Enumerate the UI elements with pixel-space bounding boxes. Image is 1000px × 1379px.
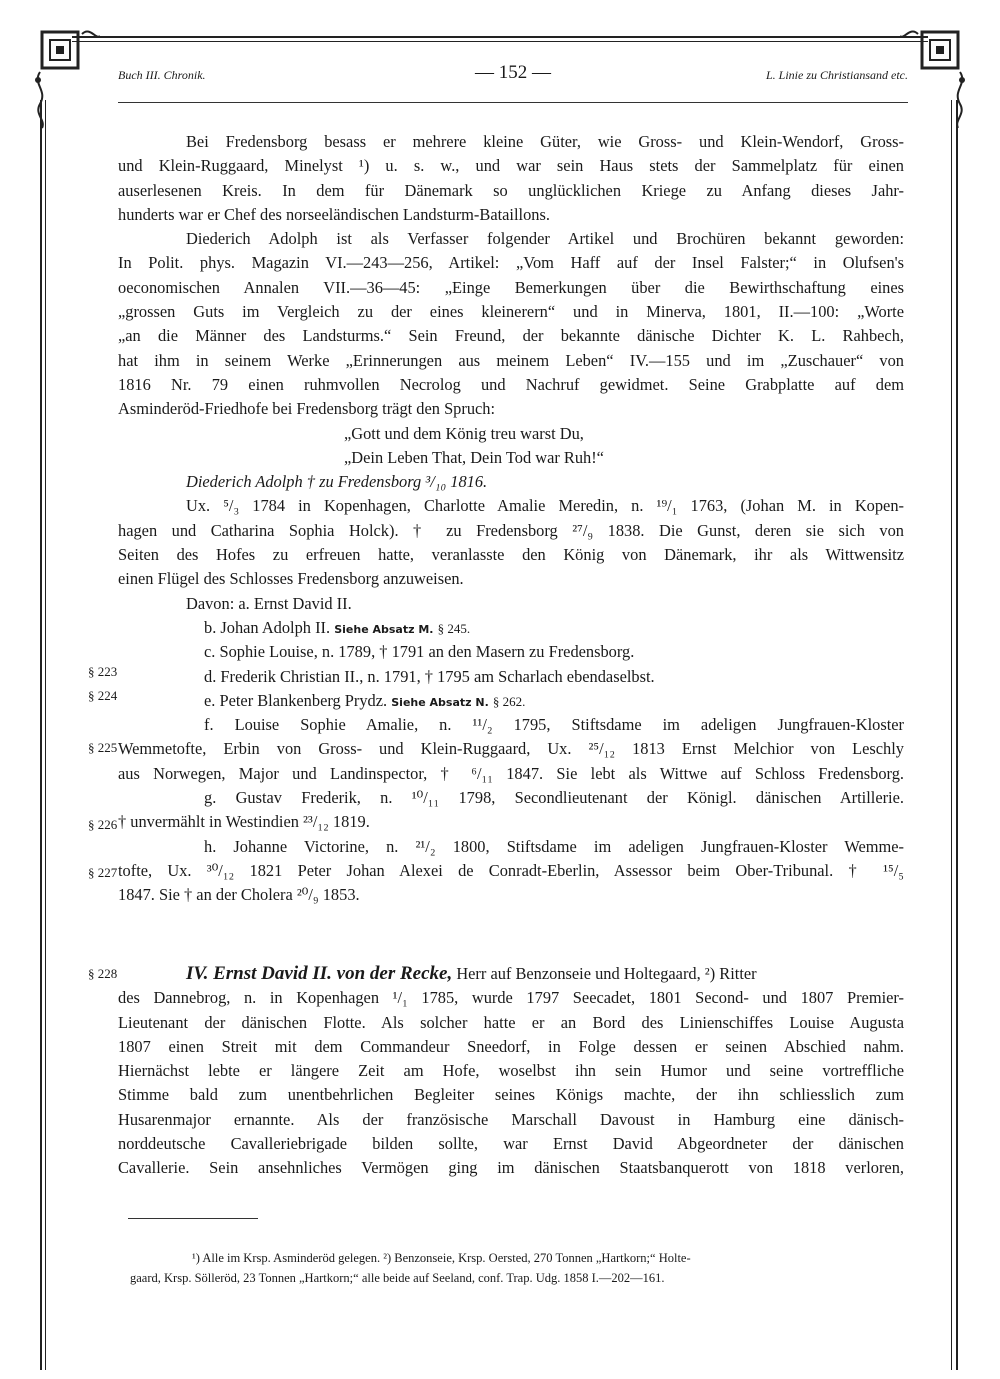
cross-reference: Siehe Absatz M. xyxy=(334,622,434,636)
text-line: aus Norwegen, Major und Landinspector, † ⁶/₁₁ 1847. Sie lebt als Wittwe auf Schloss Fredensborg. xyxy=(118,763,904,783)
child-entry: f. Louise Sophie Amalie, n. ¹¹/₂ 1795, Stiftsdame im adeligen Jungfrauen-Kloster xyxy=(204,715,904,735)
text-line: hagen und Catharina Sophia Holck). † zu Fredensborg ²⁷/₉ 1838. Die Gunst, deren sie sich von xyxy=(118,520,904,540)
header-rule xyxy=(118,102,908,103)
text-line: norddeutsche Cavalleriebrigade bilden sollte, war Ernst David Abgeordneter der dänischen xyxy=(118,1134,904,1154)
text-line: „grossen Guts im Vergleich zu der eines kleinerern“ und in Minerva, 1801, II.—100: „Worte xyxy=(118,302,904,322)
paragraph-mark: § 226 xyxy=(88,817,118,832)
text-line: auserlesenen Kreis. In dem für Dänemark so unglücklichen Kriege zu Anfang dieses Jahr- xyxy=(118,180,904,200)
text-line: Lieutenant der dänischen Flotte. Als solcher hatte er an Bord des Linienschiffes Louise Augusta xyxy=(118,1012,904,1032)
text-line: 1847. Sie † an der Cholera ²⁰/₉ 1853. xyxy=(118,885,360,905)
frame-left-line xyxy=(40,100,42,1370)
text-line: Bei Fredensborg besass er mehrere kleine Güter, wie Gross- und Klein-Wendorf, Gross- xyxy=(186,132,904,151)
text-line: Seiten des Hofes zu erfreuen hatte, veranlasste den König von Dänemark, ihr als Wittwensitz xyxy=(118,545,904,565)
corner-ornament-icon xyxy=(28,20,100,130)
child-entry: d. Frederik Christian II., n. 1791, † 1795 am Scharlach ebendaselbst. xyxy=(204,666,655,686)
paragraph-mark: § 227 xyxy=(88,865,118,880)
corner-ornament-icon xyxy=(900,20,972,130)
footnote-line: gaard, Krsp. Sölleröd, 23 Tonnen „Hartkorn;“ alle beide auf Seeland, conf. Trap. Udg. 1858 I.—202—161. xyxy=(130,1271,665,1285)
text-line: Davon: a. Ernst David II. xyxy=(186,593,352,613)
child-entry xyxy=(118,616,904,640)
section-reference: § 245. xyxy=(437,620,471,636)
paragraph-mark: § 224 xyxy=(88,688,118,703)
text-line: hat ihm in seinem Werke „Erinnerungen aus meinem Leben“ IV.—155 und im „Zuschauer“ von xyxy=(118,350,904,370)
frame-right-line xyxy=(956,100,958,1370)
header-section-title: L. Linie zu Christiansand etc. xyxy=(765,68,908,82)
section-heading-line xyxy=(118,962,904,986)
child-entry: g. Gustav Frederik, n. ¹⁰/₁₁ 1798, Secondlieutenant der Königl. dänischen Artillerie. xyxy=(204,788,904,808)
text-line: einen Flügel des Schlosses Fredensborg anzuweisen. xyxy=(118,569,464,589)
frame-top-line xyxy=(72,36,928,38)
paragraph-mark: § 225 xyxy=(88,740,118,755)
footnote-line: ¹) Alle im Krsp. Asminderöd gelegen. ²) Benzonseie, Krsp. Oersted, 270 Tonnen „Hartkorn;“ Holte- xyxy=(192,1251,691,1265)
child-name: e. Peter Blankenberg Prydz. xyxy=(204,690,388,710)
child-entry: h. Johanne Victorine, n. ²¹/₂ 1800, Stiftsdame im adeligen Jungfrauen-Kloster Wemme- xyxy=(204,836,904,856)
frame-right-line-thin xyxy=(951,100,952,1370)
text-line: 1816 Nr. 79 einen ruhmvollen Necrolog und Nachruf gewidmet. Seine Grabplatte auf dem xyxy=(118,374,904,394)
text-fragment: Herr auf Benzonseie und Holtegaard, ²) Ritter xyxy=(456,964,757,983)
page-number: — 152 — xyxy=(475,62,551,83)
running-header xyxy=(118,62,908,86)
text-line: 1807 einen Streit mit dem Commandeur Sneedorf, in Folge dessen er seinen Abschied nahm. xyxy=(118,1036,904,1056)
footnotes xyxy=(130,1248,900,1288)
text-line: des Dannebrog, n. in Kopenhagen ¹/₁ 1785, wurde 1797 Seecadet, 1801 Second- und 1807 Premier- xyxy=(118,988,904,1008)
child-entry: c. Sophie Louise, n. 1789, † 1791 an den Masern zu Fredensborg. xyxy=(204,642,635,662)
child-name: b. Johan Adolph II. xyxy=(204,617,331,637)
frame-left-line-thin xyxy=(45,100,46,1370)
section-iv-block xyxy=(118,962,904,1181)
text-line: Diederich Adolph ist als Verfasser folgender Artikel und Brochüren bekannt geworden: xyxy=(186,229,904,249)
text-line: und Klein-Ruggaard, Minelyst ¹) u. s. w., und war sein Haus stets der Sammelplatz für einen xyxy=(118,156,904,176)
child-entry xyxy=(118,689,904,713)
verse-line: „Gott und dem König treu warst Du, xyxy=(344,423,584,443)
text-line: Diederich Adolph † zu Fredensborg ³/₁₀ 1816. xyxy=(186,472,488,492)
section-reference: § 262. xyxy=(492,693,526,709)
text-line: Asminderöd-Friedhofe bei Fredensborg trägt den Spruch: xyxy=(118,399,496,419)
footnote-rule xyxy=(128,1218,258,1219)
header-book-title: Buch III. Chronik. xyxy=(118,68,206,82)
main-text-block xyxy=(118,130,904,908)
text-line: Husarenmajor ernannte. Als der französische Marschall Davoust in Hamburg eine dänisch- xyxy=(118,1109,904,1129)
frame-top-line-thin xyxy=(72,41,928,42)
cross-reference: Siehe Absatz N. xyxy=(391,695,489,709)
section-title: IV. Ernst David II. von der Recke, xyxy=(186,963,453,984)
text-line: In Polit. phys. Magazin VI.—243—256, Artikel: „Vom Haff auf der Insel Falster;“ in Olufsen's xyxy=(118,253,904,273)
verse-line: „Dein Leben That, Dein Tod war Ruh!“ xyxy=(344,447,604,467)
text-line: Wemmetofte, Erbin von Gross- und Klein-Ruggaard, Ux. ²⁵/₁₂ 1813 Ernst Melchior von Leschly xyxy=(118,739,904,759)
paragraph-mark: § 228 xyxy=(88,966,118,981)
text-line: Stimme bald zum unentbehrlichen Begleiter seines Königs machte, der ihn schliesslich zum xyxy=(118,1085,904,1105)
text-line: Ux. ⁵/₃ 1784 in Kopenhagen, Charlotte Amalie Meredin, n. ¹⁹/₁ 1763, (Johan M. in Kopen- xyxy=(186,496,904,516)
text-line: Cavallerie. Sein ansehnliches Vermögen ging im dänischen Staatsbanquerott von 1818 verloren, xyxy=(118,1158,904,1178)
paragraph-mark: § 223 xyxy=(88,664,118,679)
text-line: oeconomischen Annalen VII.—36—45: „Einge Bemerkungen über die Bewirthschaftung eines xyxy=(118,277,904,297)
text-line: Hiernächst lebte er längere Zeit am Hofe, woselbst ihn sein Humor und seine vortreffliche xyxy=(118,1061,904,1081)
text-line: tofte, Ux. ³⁰/₁₂ 1821 Peter Johan Alexei de Conradt-Eberlin, Assessor beim Ober-Tribunal. † ¹⁵/₅ xyxy=(118,860,904,880)
text-line: † unvermählt in Westindien ²³/₁₂ 1819. xyxy=(118,812,370,832)
text-line: „an die Männer des Landsturms.“ Sein Freund, der bekannte dänische Dichter K. L. Rahbech, xyxy=(118,326,904,346)
text-line: hunderts war er Chef des norseeländischen Landsturm-Bataillons. xyxy=(118,204,550,224)
